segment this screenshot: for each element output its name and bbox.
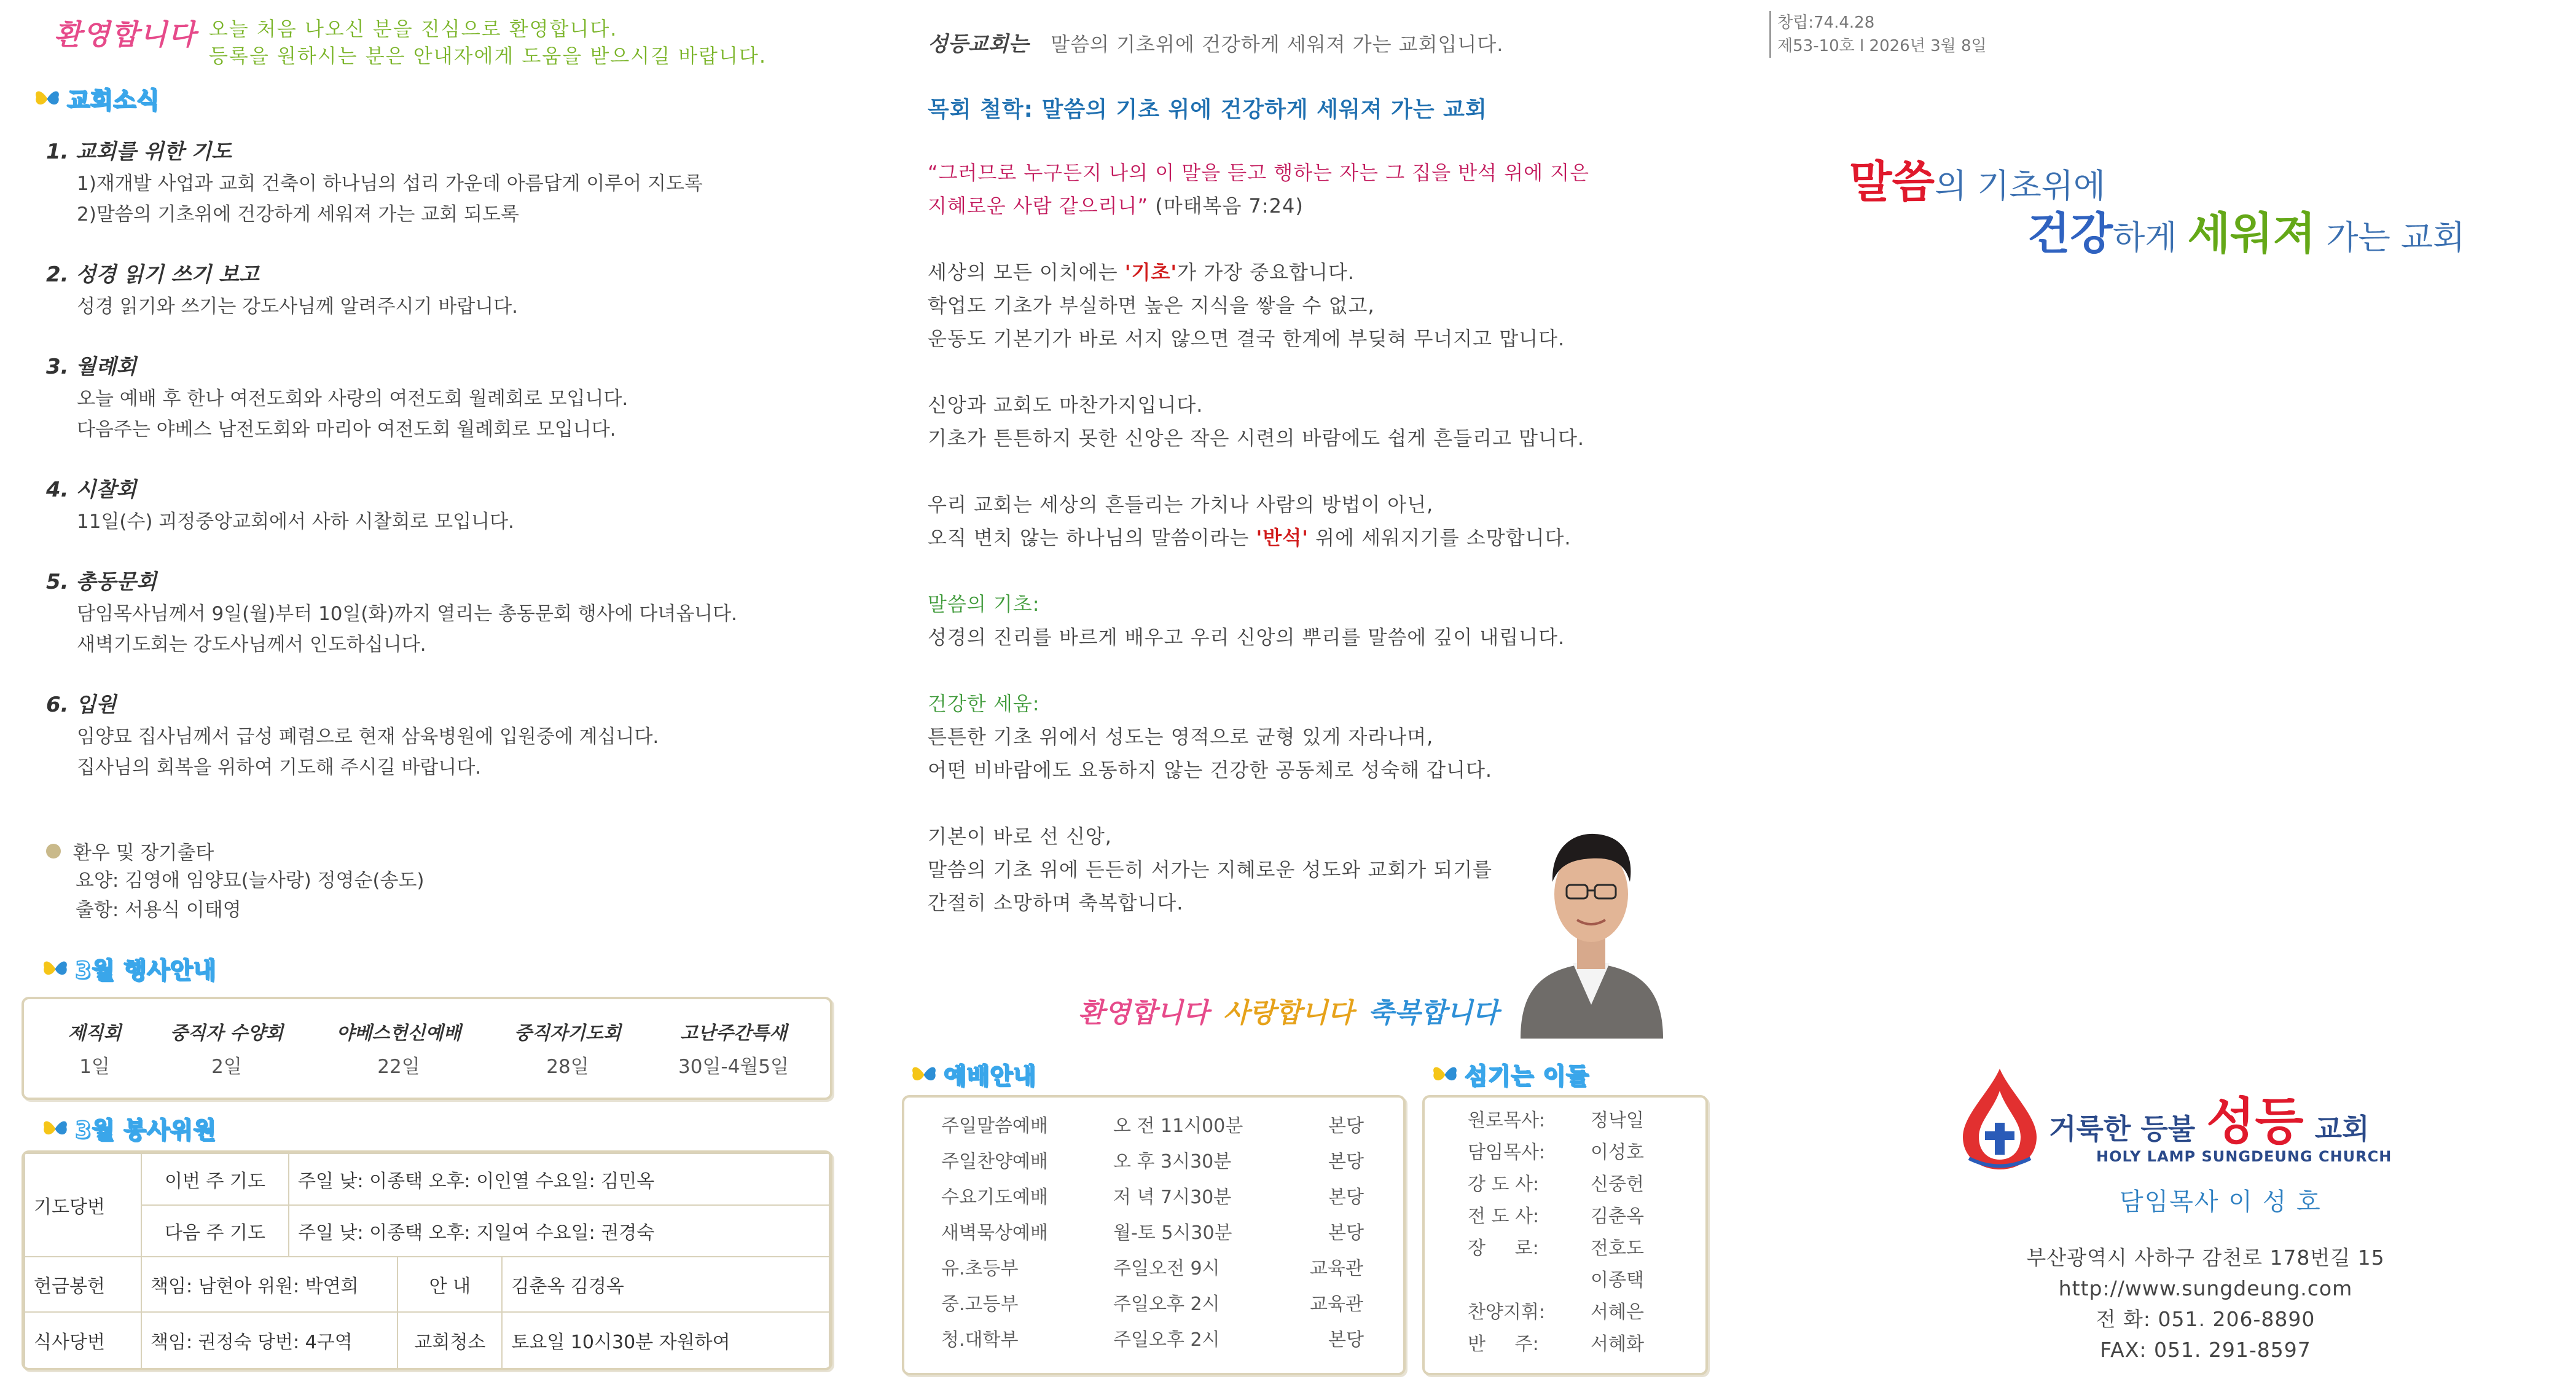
contact-block	[1997, 1243, 2414, 1365]
news-item	[46, 473, 814, 537]
guide-detail: 김춘옥 김경옥	[502, 1257, 829, 1312]
event-name: 제직회	[68, 1023, 122, 1044]
p1-line-a: 세상의 모든 이치에는 '기초'가 가장 중요합니다.	[928, 261, 1355, 284]
services-section-title	[910, 1057, 1036, 1091]
heading-healthy: 건강한 세움:	[928, 692, 1040, 715]
event-date: 30일-4월5일	[678, 1056, 789, 1078]
service-row: 유.초등부 주일오전 9시 교육관	[941, 1258, 1363, 1279]
vision-header	[928, 27, 1503, 57]
news-item	[46, 350, 814, 445]
butterfly-icon	[42, 956, 69, 981]
ministers-title: 섬기는 이들	[1465, 1063, 1589, 1090]
fax: FAX: 051. 291-8597	[2100, 1338, 2311, 1362]
events-section-title	[42, 951, 216, 985]
offering-detail: 책임: 남현아 위원: 박연희	[141, 1257, 397, 1312]
event-date: 1일	[79, 1056, 110, 1078]
slogan-line-2: 건강하게 세워져 가는 교회	[2027, 208, 2465, 259]
quote-line-2: 지혜로운 사람 같으리니”	[928, 194, 1149, 218]
services-box	[902, 1095, 1406, 1375]
meal-detail: 책임: 권정숙 당번: 4구역	[141, 1312, 397, 1369]
bullet-icon	[46, 844, 61, 858]
next-week-label: 다음 주 기도	[141, 1205, 289, 1257]
butterfly-icon	[34, 86, 61, 111]
greeting-script: 환영합니다 사랑합니다 축복합니다	[1078, 997, 1499, 1029]
volunteers-table	[24, 1153, 830, 1369]
news-head: 6. 입원	[46, 693, 117, 717]
volunteers-box	[22, 1150, 832, 1370]
website-link[interactable]: http://www.sungdeung.com	[2058, 1276, 2353, 1300]
service-row: 주일말씀예배 오 전 11시00분 본당	[941, 1115, 1364, 1137]
event-date: 22일	[377, 1056, 420, 1078]
event-name: 고난주간특새	[680, 1023, 787, 1044]
minister-row: 전 도 사: 김춘옥	[1468, 1206, 1644, 1227]
service-row: 주일찬양예배 오 후 3시30분 본당	[941, 1151, 1364, 1173]
news-item	[46, 135, 814, 230]
church-name-block	[2049, 1082, 2370, 1153]
news-head: 2. 성경 읽기 쓰기 보고	[46, 262, 259, 287]
p4-line-a: 기본이 바로 선 신앙,	[928, 825, 1112, 848]
volunteers-section-title	[42, 1111, 216, 1145]
founded: 창립:74.4.28	[1777, 14, 1875, 32]
news-list	[46, 135, 814, 783]
p3-line-a: 우리 교회는 세상의 흔들리는 가치나 사람의 방법이 아닌,	[928, 493, 1434, 516]
event-item	[494, 1018, 641, 1078]
news-line: 오늘 예배 후 한나 여전도회와 사랑의 여전도회 월례회로 모입니다.	[77, 388, 628, 410]
event-name: 야베스헌신예배	[336, 1023, 461, 1044]
cleaning-detail: 토요일 10시30분 자원하여	[502, 1312, 829, 1369]
p1-line-c: 운동도 기본기가 바로 서지 않으면 결국 한계에 부딪혀 무너지고 맙니다.	[928, 327, 1565, 350]
event-name: 중직자 수양회	[170, 1023, 284, 1044]
minister-row: 찬양지휘: 서혜은	[1468, 1302, 1644, 1323]
event-item	[42, 1018, 147, 1078]
p1-line-b: 학업도 기초가 부실하면 높은 지식을 쌓을 수 없고,	[928, 294, 1375, 317]
philosophy: 목회 철학: 말씀의 기초 위에 건강하게 세워져 가는 교회	[928, 97, 1487, 122]
this-week-detail: 주일 낮: 이종택 오후: 이인열 수요일: 김민옥	[289, 1153, 829, 1205]
events-title: 3월 행사안내	[75, 957, 217, 984]
minister-row: 담임목사: 이성호	[1468, 1142, 1644, 1163]
news-head: 4. 시찰회	[46, 477, 136, 502]
p2-line-b: 기초가 튼튼하지 못한 신앙은 작은 시련의 바람에도 쉽게 흔들리고 맙니다.	[928, 426, 1585, 450]
event-item	[657, 1018, 810, 1078]
news-line: 임양묘 집사님께서 급성 폐렴으로 현재 삼육병원에 입원중에 계십니다.	[77, 726, 659, 748]
foundation-text: 성경의 진리를 바르게 배우고 우리 신앙의 뿌리를 말씀에 깊이 내립니다.	[928, 626, 1565, 649]
issue: 제53-10호 l 2026년 3월 8일	[1777, 37, 1987, 55]
news-item	[46, 688, 814, 783]
phone: 전 화: 051. 206-8890	[2096, 1307, 2316, 1331]
p3-line-b: 오직 변치 않는 하나님의 말씀이라는 '반석' 위에 세워지기를 소망합니다.	[928, 526, 1572, 549]
news-line: 다음주는 야베스 남전도회와 마리아 여전도회 월례회로 모입니다.	[77, 418, 616, 441]
butterfly-icon	[42, 1116, 69, 1141]
services-title: 예배안내	[944, 1063, 1036, 1090]
p4-line-c: 간절히 소망하며 축복합니다.	[928, 891, 1184, 914]
healthy-text-a: 튼튼한 기초 위에서 성도는 영적으로 균형 있게 자라나며,	[928, 725, 1434, 748]
issue-info	[1769, 11, 1987, 58]
news-item	[46, 258, 814, 322]
church-english: HOLY LAMP SUNGDEUNG CHURCH	[2096, 1148, 2392, 1165]
ministers-section-title	[1431, 1057, 1589, 1091]
welcome-line-1: 오늘 처음 나오신 분을 진심으로 환영합니다.	[209, 17, 618, 41]
event-item	[153, 1018, 300, 1078]
ministers-box	[1422, 1095, 1708, 1375]
quote-line-1: “그러므로 누구든지 나의 이 말을 듣고 행하는 자는 그 집을 반석 위에 지은	[928, 161, 1590, 184]
news-line: 새벽기도회는 강도사님께서 인도하십니다.	[77, 634, 426, 656]
church-name: 성등	[2206, 1093, 2304, 1151]
news-item	[46, 565, 814, 660]
news-line: 집사님의 회복을 위하여 기도해 주시길 바랍니다.	[77, 756, 482, 779]
sick-head: 환우 및 장기출타	[73, 842, 214, 864]
minister-row: 장 로: 전호도	[1468, 1238, 1644, 1259]
news-title: 교회소식	[67, 87, 160, 114]
this-week-label: 이번 주 기도	[141, 1153, 289, 1205]
service-row: 새벽묵상예배 월-토 5시30분 본당	[941, 1222, 1364, 1244]
event-item	[313, 1018, 485, 1078]
butterfly-icon	[910, 1062, 938, 1086]
sick-line-2: 출항: 서용식 이태영	[76, 899, 241, 921]
news-head: 1. 교회를 위한 기도	[46, 139, 232, 164]
service-row: 청.대학부 주일오후 2시 본당	[941, 1329, 1364, 1351]
pastor-photo	[1508, 802, 1674, 1039]
cleaning-label: 교회청소	[397, 1312, 502, 1369]
event-name: 중직자기도회	[514, 1023, 621, 1044]
welcome-line-2: 등록을 원하시는 분은 안내자에게 도움을 받으시길 바랍니다.	[209, 44, 767, 68]
heading-foundation: 말씀의 기초:	[928, 592, 1040, 616]
welcome-script: 환영합니다	[54, 18, 197, 51]
p2-line-a: 신앙과 교회도 마찬가지입니다.	[928, 393, 1204, 417]
church-suffix: 교회	[2314, 1112, 2370, 1145]
minister-row: 강 도 사: 신중헌	[1468, 1174, 1644, 1195]
pastor-name: 담임목사 이 성 호	[2120, 1188, 2322, 1216]
church-desc: 말씀의 기초위에 건강하게 세워져 가는 교회입니다.	[1051, 33, 1504, 56]
news-line: 11일(수) 괴정중앙교회에서 사하 시찰회로 모입니다.	[77, 511, 514, 533]
healthy-text-b: 어떤 비바람에도 요동하지 않는 건강한 공동체로 성숙해 갑니다.	[928, 758, 1493, 782]
church-logo-icon	[1957, 1066, 2043, 1171]
minister-row: 반 주: 서혜화	[1468, 1334, 1644, 1355]
minister-row: 이종택	[1591, 1270, 1644, 1291]
news-line: 2)말씀의 기초위에 건강하게 세워져 가는 교회 되도록	[77, 203, 519, 226]
service-row: 수요기도예배 저 녁 7시30분 본당	[941, 1187, 1364, 1208]
news-line: 성경 읽기와 쓰기는 강도사님께 알려주시기 바랍니다.	[77, 296, 518, 318]
event-date: 28일	[546, 1056, 589, 1078]
church-prefix: 거룩한 등불	[2049, 1112, 2196, 1145]
address: 부산광역시 사하구 감천로 178번길 15	[2026, 1246, 2385, 1270]
volunteers-title: 3월 봉사위원	[75, 1117, 217, 1144]
prayer-label: 기도당번	[25, 1153, 141, 1257]
guide-label: 안 내	[397, 1257, 502, 1312]
service-row: 중.고등부 주일오후 2시 교육관	[941, 1294, 1363, 1315]
meal-label: 식사당번	[25, 1312, 141, 1369]
minister-row: 원로목사: 정낙일	[1468, 1110, 1644, 1131]
church-label: 성등교회는	[928, 32, 1029, 57]
news-line: 담임목사님께서 9일(월)부터 10일(화)까지 열리는 총동문회 행사에 다녀옵니다.	[77, 603, 737, 625]
news-section-title	[34, 81, 160, 115]
news-head: 3. 월례회	[46, 355, 136, 379]
quote-ref: (마태복음 7:24)	[1155, 194, 1304, 218]
news-line: 1)재개발 사업과 교회 건축이 하나님의 섭리 가운데 아름답게 이루어 지도록	[77, 173, 703, 195]
next-week-detail: 주일 낮: 이종택 오후: 지일여 수요일: 권경숙	[289, 1205, 829, 1257]
sick-list	[46, 837, 425, 925]
news-head: 5. 총동문회	[46, 570, 157, 594]
sick-line-1: 요양: 김영애 임양묘(늘사랑) 정영순(송도)	[76, 870, 425, 892]
offering-label: 헌금봉헌	[25, 1257, 141, 1312]
slogan-line-1: 말씀의 기초위에	[1849, 156, 2106, 208]
events-box	[22, 997, 832, 1100]
butterfly-icon	[1431, 1062, 1458, 1086]
event-date: 2일	[211, 1056, 242, 1078]
p4-line-b: 말씀의 기초 위에 든든히 서가는 지혜로운 성도와 교회가 되기를	[928, 858, 1493, 881]
